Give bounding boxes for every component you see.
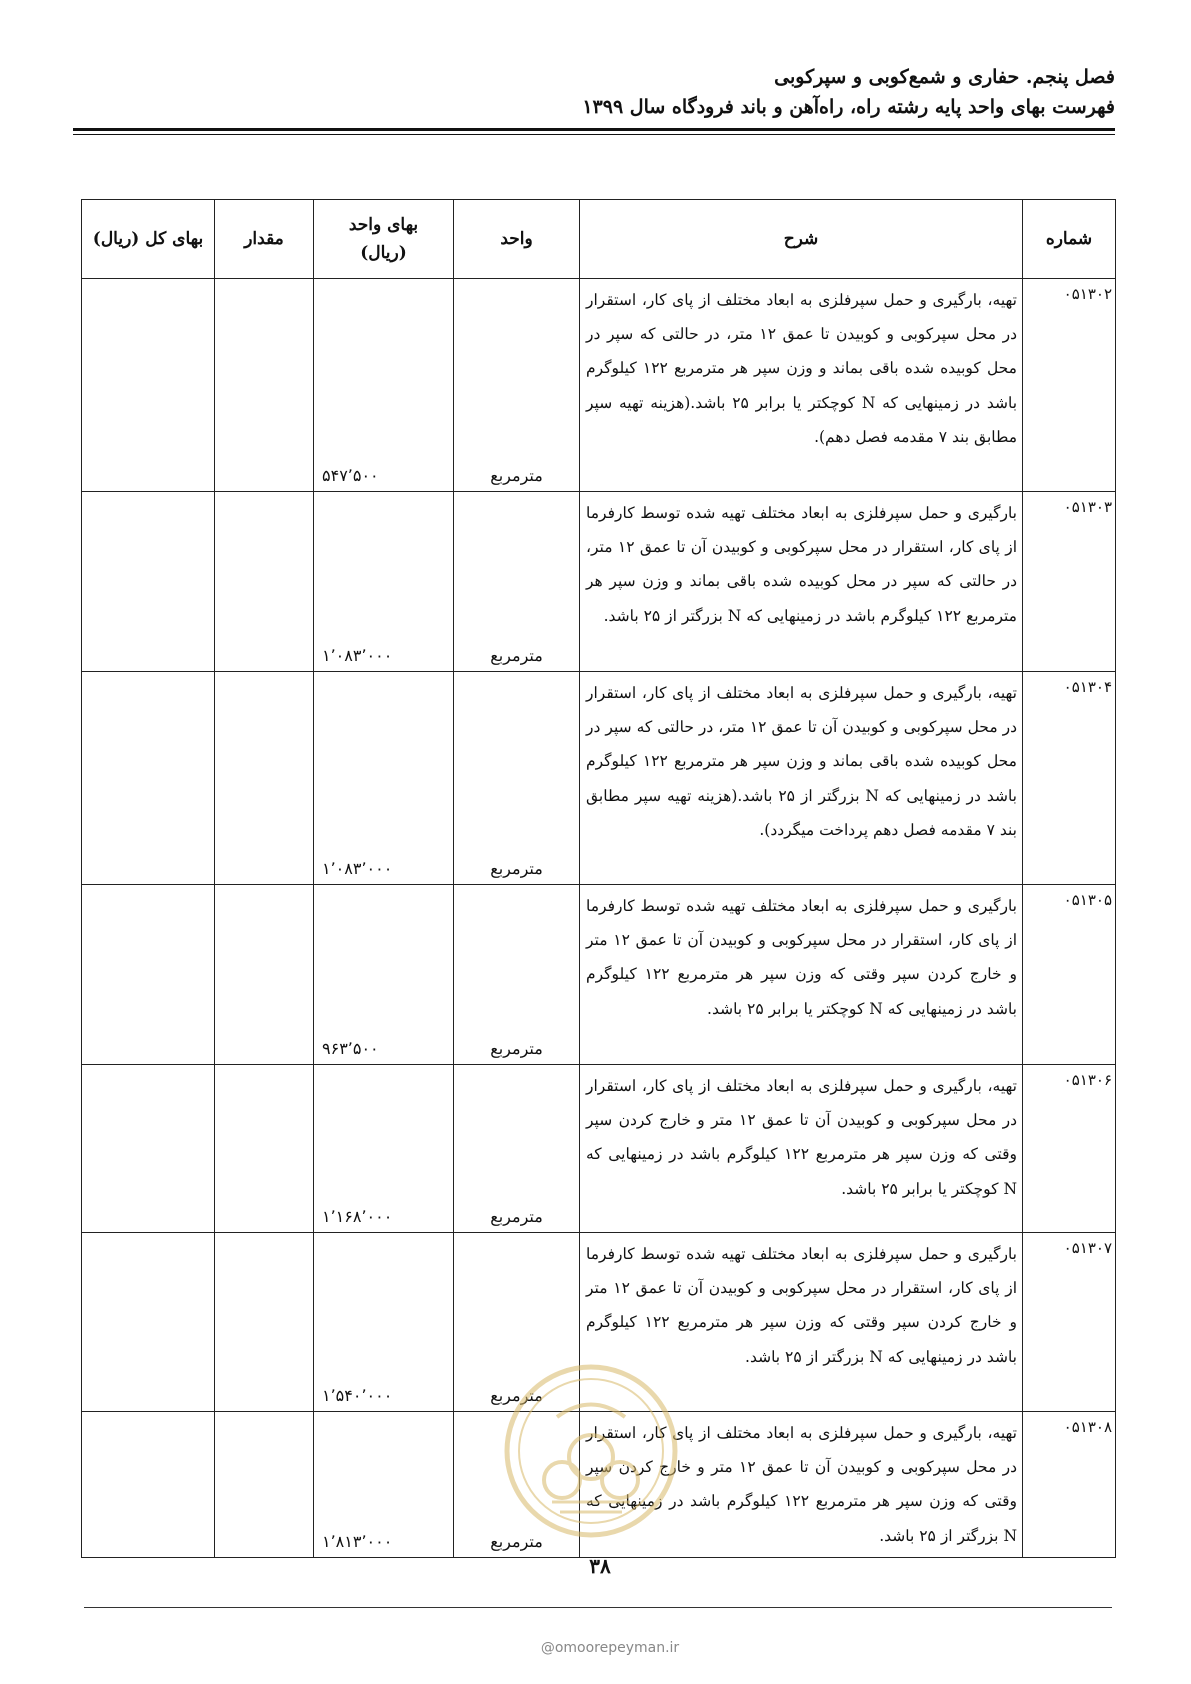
item-unit-price: ۱٬۰۸۳٬۰۰۰ — [314, 672, 454, 885]
item-description: تهیه، بارگیری و حمل سپرفلزی به ابعاد مختلف از پای کار، استقرار در محل سپرکوبی و کوبیدن آن تا عمق ۱۲ متر، در حالتی که سپر در محل کوبیده شده باقی بماند و وزن سپر هر مترمربع ۱۲۲ کیلوگرم باشد در زمینهایی که N بزرگتر از ۲۵ باشد.(هزینه تهیه سپر مطابق بند ۷ مقدمه فصل دهم پرداخت میگردد). — [580, 672, 1023, 885]
item-unit: مترمربع — [454, 885, 580, 1065]
header-code: شماره — [1023, 200, 1116, 279]
chapter-title: فصل پنجم. حفاری و شمع‌کوبی و سپرکوبی — [774, 66, 1115, 88]
unit-price-table — [81, 199, 1116, 1558]
header-rule-thin — [73, 134, 1115, 135]
item-total — [82, 1233, 215, 1412]
footer-rule — [84, 1607, 1112, 1608]
table-row — [82, 672, 1116, 885]
header-unit-price-line2: (ریال) — [360, 243, 407, 263]
item-unit: مترمربع — [454, 672, 580, 885]
header-rule-thick — [73, 128, 1115, 131]
item-quantity[interactable] — [215, 279, 314, 492]
item-code: ۰۵۱۳۰۲ — [1023, 279, 1116, 492]
page-header — [73, 62, 1115, 122]
header-quantity: مقدار — [215, 200, 314, 279]
item-code: ۰۵۱۳۰۷ — [1023, 1233, 1116, 1412]
item-quantity[interactable] — [215, 1065, 314, 1233]
item-quantity[interactable] — [215, 1233, 314, 1412]
item-unit-price: ۱٬۰۸۳٬۰۰۰ — [314, 492, 454, 672]
item-total — [82, 1065, 215, 1233]
item-total — [82, 279, 215, 492]
item-unit: مترمربع — [454, 492, 580, 672]
seal-stamp-icon — [502, 1362, 680, 1540]
page-number: ۳۸ — [589, 1554, 611, 1578]
table-row — [82, 885, 1116, 1065]
header-unit-price-line1: بهای واحد — [348, 215, 419, 235]
header-total: بهای کل (ریال) — [82, 200, 215, 279]
item-code: ۰۵۱۳۰۳ — [1023, 492, 1116, 672]
table-header-row — [82, 200, 1116, 279]
website-watermark: @omoorepeyman.ir — [540, 1640, 680, 1656]
item-code: ۰۵۱۳۰۴ — [1023, 672, 1116, 885]
item-code: ۰۵۱۳۰۸ — [1023, 1412, 1116, 1558]
item-description: تهیه، بارگیری و حمل سپرفلزی به ابعاد مختلف از پای کار، استقرار در محل سپرکوبی و کوبیدن آن تا عمق ۱۲ متر و خارج کردن سپر وقتی که وزن سپر هر مترمربع ۱۲۲ کیلوگرم باشد در زمینهایی که N بزرگتر از ۲۵ باشد. — [580, 1412, 1023, 1558]
item-unit: مترمربع — [454, 279, 580, 492]
item-description: بارگیری و حمل سپرفلزی به ابعاد مختلف تهیه شده توسط کارفرما از پای کار، استقرار در محل سپرکوبی و کوبیدن آن تا عمق ۱۲ متر و خارج کردن سپر وقتی که وزن سپر هر مترمربع ۱۲۲ کیلوگرم باشد در زمینهایی که N بزرگتر از ۲۵ باشد. — [580, 1233, 1023, 1412]
item-total — [82, 1412, 215, 1558]
item-description: بارگیری و حمل سپرفلزی به ابعاد مختلف تهیه شده توسط کارفرما از پای کار، استقرار در محل سپرکوبی و کوبیدن آن تا عمق ۱۲ متر، در حالتی که سپر در محل کوبیده شده باقی بماند و وزن سپر هر مترمربع ۱۲۲ کیلوگرم باشد در زمینهایی که N بزرگتر از ۲۵ باشد. — [580, 492, 1023, 672]
header-unit-price — [314, 200, 454, 279]
item-code: ۰۵۱۳۰۶ — [1023, 1065, 1116, 1233]
item-quantity[interactable] — [215, 1412, 314, 1558]
item-code: ۰۵۱۳۰۵ — [1023, 885, 1116, 1065]
item-quantity[interactable] — [215, 672, 314, 885]
item-unit: مترمربع — [454, 1233, 580, 1412]
item-unit: مترمربع — [454, 1065, 580, 1233]
item-unit: مترمربع — [454, 1412, 580, 1558]
header-unit: واحد — [454, 200, 580, 279]
table-row — [82, 1065, 1116, 1233]
price-list-title: فهرست بهای واحد پایه رشته راه، راه‌آهن و باند فرودگاه سال ۱۳۹۹ — [582, 96, 1115, 118]
item-description: بارگیری و حمل سپرفلزی به ابعاد مختلف تهیه شده توسط کارفرما از پای کار، استقرار در محل سپرکوبی و کوبیدن آن تا عمق ۱۲ متر و خارج کردن سپر وقتی که وزن سپر هر مترمربع ۱۲۲ کیلوگرم باشد در زمینهایی که N کوچکتر یا برابر ۲۵ باشد. — [580, 885, 1023, 1065]
table-row — [82, 492, 1116, 672]
item-quantity[interactable] — [215, 492, 314, 672]
table-row — [82, 279, 1116, 492]
item-unit-price: ۱٬۵۴۰٬۰۰۰ — [314, 1233, 454, 1412]
item-description: تهیه، بارگیری و حمل سپرفلزی به ابعاد مختلف از پای کار، استقرار در محل سپرکوبی و کوبیدن تا عمق ۱۲ متر، در حالتی که سپر در محل کوبیده شده باقی بماند و وزن سپر هر مترمربع ۱۲۲ کیلوگرم باشد در زمینهایی که N کوچکتر یا برابر ۲۵ باشد.(هزینه تهیه سپر مطابق بند ۷ مقدمه فصل دهم). — [580, 279, 1023, 492]
item-total — [82, 492, 215, 672]
item-unit-price: ۱٬۸۱۳٬۰۰۰ — [314, 1412, 454, 1558]
item-total — [82, 672, 215, 885]
item-unit-price: ۱٬۱۶۸٬۰۰۰ — [314, 1065, 454, 1233]
item-description: تهیه، بارگیری و حمل سپرفلزی به ابعاد مختلف از پای کار، استقرار در محل سپرکوبی و کوبیدن آن تا عمق ۱۲ متر و خارج کردن سپر وقتی که وزن سپر هر مترمربع ۱۲۲ کیلوگرم باشد در زمینهایی که N کوچکتر یا برابر ۲۵ باشد. — [580, 1065, 1023, 1233]
item-total — [82, 885, 215, 1065]
header-description: شرح — [580, 200, 1023, 279]
item-unit-price: ۹۶۳٬۵۰۰ — [314, 885, 454, 1065]
item-quantity[interactable] — [215, 885, 314, 1065]
item-unit-price: ۵۴۷٬۵۰۰ — [314, 279, 454, 492]
